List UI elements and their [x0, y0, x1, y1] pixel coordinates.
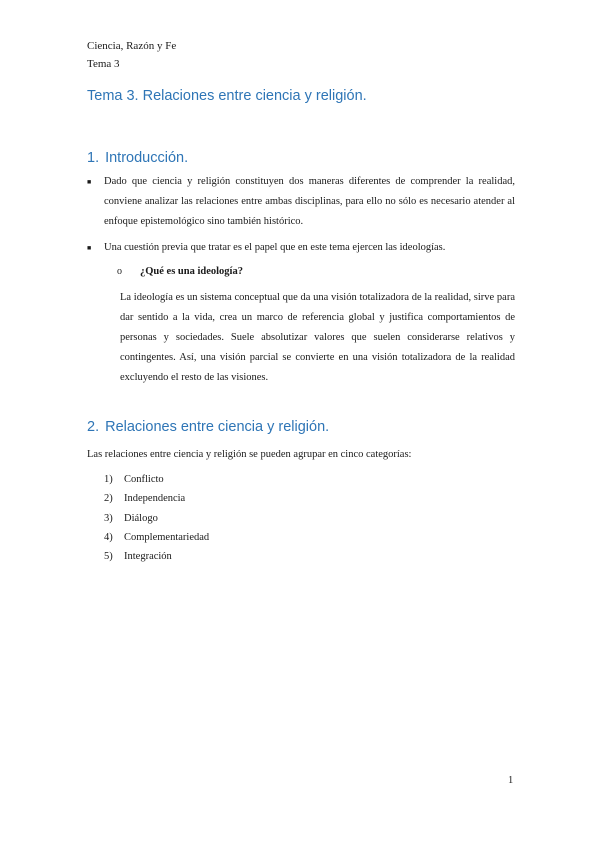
- item-number: 4): [104, 531, 113, 543]
- square-bullet-icon: ■: [87, 244, 92, 252]
- list-item: [104, 470, 209, 489]
- section-2-intro: Las relaciones entre ciencia y religión se pueden agrupar en cinco categorías:: [87, 449, 412, 460]
- section-1-number: 1.: [87, 150, 100, 166]
- page-header: [87, 37, 176, 73]
- header-topic: Tema 3: [87, 58, 120, 70]
- item-label: Conflicto: [124, 474, 164, 485]
- ideology-subitem: [117, 262, 515, 388]
- item-number: 2): [104, 493, 113, 505]
- list-item: [104, 528, 209, 547]
- header-course: Ciencia, Razón y Fe: [87, 40, 177, 52]
- bullet-text: Dado que ciencia y religión constituyen dos maneras diferentes de comprender la realidad, conviene analizar las relaciones entre ambas disciplinas, para ello no sólo es necesario atender al enfoque epistemológico sino también histórico.: [104, 176, 515, 227]
- circle-bullet-icon: o: [117, 266, 122, 277]
- ideology-question: [117, 262, 515, 282]
- section-2-title: Relaciones entre ciencia y religión.: [105, 419, 330, 435]
- square-bullet-icon: ■: [87, 178, 92, 186]
- list-item: [104, 547, 209, 566]
- item-label: Integración: [124, 551, 172, 563]
- list-item: [87, 172, 515, 232]
- ideology-definition: La ideología es un sistema conceptual que da una visión totalizadora de la realidad, sirve para dar sentido a la vida, crea un marco de referencia global y justifica comportamientos de personas y sociedades. Suele absolutizar valores que suelen considerarse relativos y contingentes. Así, una visión parcial se convierte en una visión totalizadora de la realidad excluyendo el resto de las visiones.: [120, 292, 515, 383]
- item-number: 5): [104, 551, 113, 563]
- item-number: 1): [104, 474, 113, 485]
- categories-list: [104, 470, 209, 566]
- question-text: ¿Qué es una ideología?: [140, 266, 243, 277]
- page-number: 1: [508, 775, 514, 786]
- list-item: [104, 489, 209, 508]
- item-number: 3): [104, 512, 113, 524]
- bullet-text: Una cuestión previa que tratar es el papel que en este tema ejercen las ideologías.: [104, 242, 446, 253]
- list-item: [87, 238, 515, 258]
- item-label: Diálogo: [124, 512, 158, 524]
- list-item: [104, 509, 209, 528]
- item-label: Complementariedad: [124, 531, 210, 543]
- document-title: Tema 3. Relaciones entre ciencia y religión.: [87, 88, 367, 104]
- section-1-heading: [87, 150, 188, 166]
- section-1-title: Introducción.: [105, 150, 189, 166]
- item-label: Independencia: [124, 493, 186, 505]
- intro-bullet-list: [87, 172, 515, 264]
- section-2-number: 2.: [87, 419, 100, 435]
- section-2-heading: [87, 419, 329, 435]
